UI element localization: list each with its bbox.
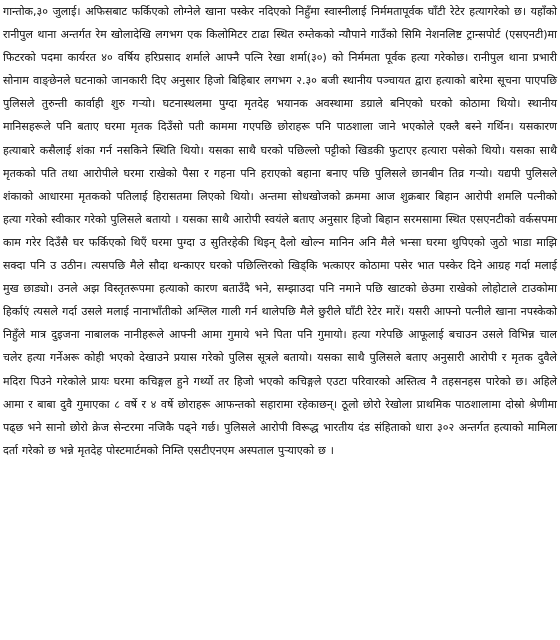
article-body: गान्तोक,३० जुलाई। अफिसबाट फर्किएको लोग्नेले खाना पस्केर नदिएको निहुँमा स्वास्नीलाई निर्ममतापूर्वक घाँटी रेटेर हत्यागरेको छ। यहाँको रानीपुल थाना अन्तर्गत रेम खोलादेखि लगभग एक किलोमिटर टाढा स्थित रुम्तेकको न्यौपाने गाउँको सिमि नेशनलिष्ट ट्रान्सपोर्ट (एसएनटी)मा फिटरको पदमा कार्यरत ४० वर्षिय हरिप्रसाद शर्माले आफ्नै पत्नि रेखा शर्मा(३०) को निर्ममता पूर्वक हत्या गरेकोछ। रानीपुल थाना प्रभारी सोनाम वाङ्छेनले घटनाको जानकारी दिए अनुसार हिजो बिहिबार लगभग २.३० बजी स्थानीय पञ्चायत द्वारा हत्याको बारेमा सूचना पाएपछि पुलिसले तुरुन्ती कार्वाही शुरु गर्‍यो। घटनास्थलमा पुग्दा मृतदेह भयानक अवस्थामा डग्राले बनिएको घरको कोठामा थियो। स्थानीय मानिसहरूले पनि बताए घरमा मृतक दिउँसो पती काममा गएपछि छोराहरू पनि पाठशाला जाने भएकोले एक्लै बस्ने गर्थिन। यसकारण हत्याबारे कसैलाई शंका गर्न नसकिने स्थिति थियो। यसका साथै घरको पछिल्लो पट्टीको खिडकी फुटाएर हत्यारा पसेको थियो। यसका साथै मृतकको पति तथा आरोपीले घरमा राखेको पैसा र गहना पनि हराएको बहाना बनाए पछि पुलिसले छानबीन तिव्र गर्‍यो। यद्यपी पुलिसले शंकाको आधारमा मृतकको पतिलाई हिरासतमा लिएको थियो। अन्तमा सोधखोजको क्रममा आज शुक्रबार बिहान आरोपी शमलि पत्नीको हत्या गरेको स्वीकार गरेको पुलिसले बतायो । यसका साथै आरोपी स्वयंले बताए अनुसार हिजो बिहान सरमसामा स्थित एसएनटीको वर्कसपमा काम गरेर दिउँसै घर फर्किएको थिएँ घरमा पुग्दा उ सुतिरहेकी थिइन् दैलो खोल्न मानिन अनि मैले भन्सा घरमा थुपिएको जुठो भाडा माझि सक्दा पनि उ उठीन। त्यसपछि मैले सौदा थन्काएर घरको पछिल्तिरको खिड्कि भत्काएर कोठामा पसेर भात पस्केर दिने आग्रह गर्दा मलाई मुख छाड्यो। उनले अझ विस्तृतरूपमा हत्याको कारण बताउँदै भने, सम्झाउदा पनि नमाने पछि खाटको छेउमा राखेको लोहोटाले टाउकोमा हिर्काएं त्यसले गर्दा उसले मलाई नानाभाँतीको अश्लिल गाली गर्न थालेपछि मैले छुरीले घाँटी रेटेर मारें। यसरी आफ्नो पत्नीले खाना नपस्केको निहुँले मात्र दुइजना नाबालक नानीहरूले आफ्नी आमा गुमाये भने पिता पनि गुमायो। हत्या गरेपछि आफूलाई बचाउन उसले विभिन्न चाल चलेर हत्या गर्नेअरू कोही भएको देखाउने प्रयास गरेको पुलिस सूत्रले बतायो। यसका साथै पुलिसले बताए अनुसारी आरोपी र मृतक दुवैले मदिरा पिउने गरेकोले प्रायः घरमा कचिङ्गल हुने गर्थ्यो तर हिजो भएको कचिङ्गले एउटा परिवारको अस्तित्व नै तहसनहस पारेको छ। अहिले आमा र बाबा दुवै गुमाएका ८ वर्षे र ४ वर्षे छोराहरू आफन्तको सहारामा रहेकाछन्। ठूलो छोरो रेखोला प्राथमिक पाठशालामा दोस्रो श्रेणीमा पढ्छ भने सानो छोरो क्रेज सेन्टरमा नजिकै पढ्ने गर्छ। पुलिसले आरोपी विरूद्ध भारतीय दंड संहिताको धारा ३०२ अन्तर्गत हत्याको मामिला दर्ता गरेको छ भन्ने मृतदेह पोस्टमार्टमको निम्ति एसटीएनएम अस्पताल पुऱ्याएको छ ।	[3, 5, 557, 457]
